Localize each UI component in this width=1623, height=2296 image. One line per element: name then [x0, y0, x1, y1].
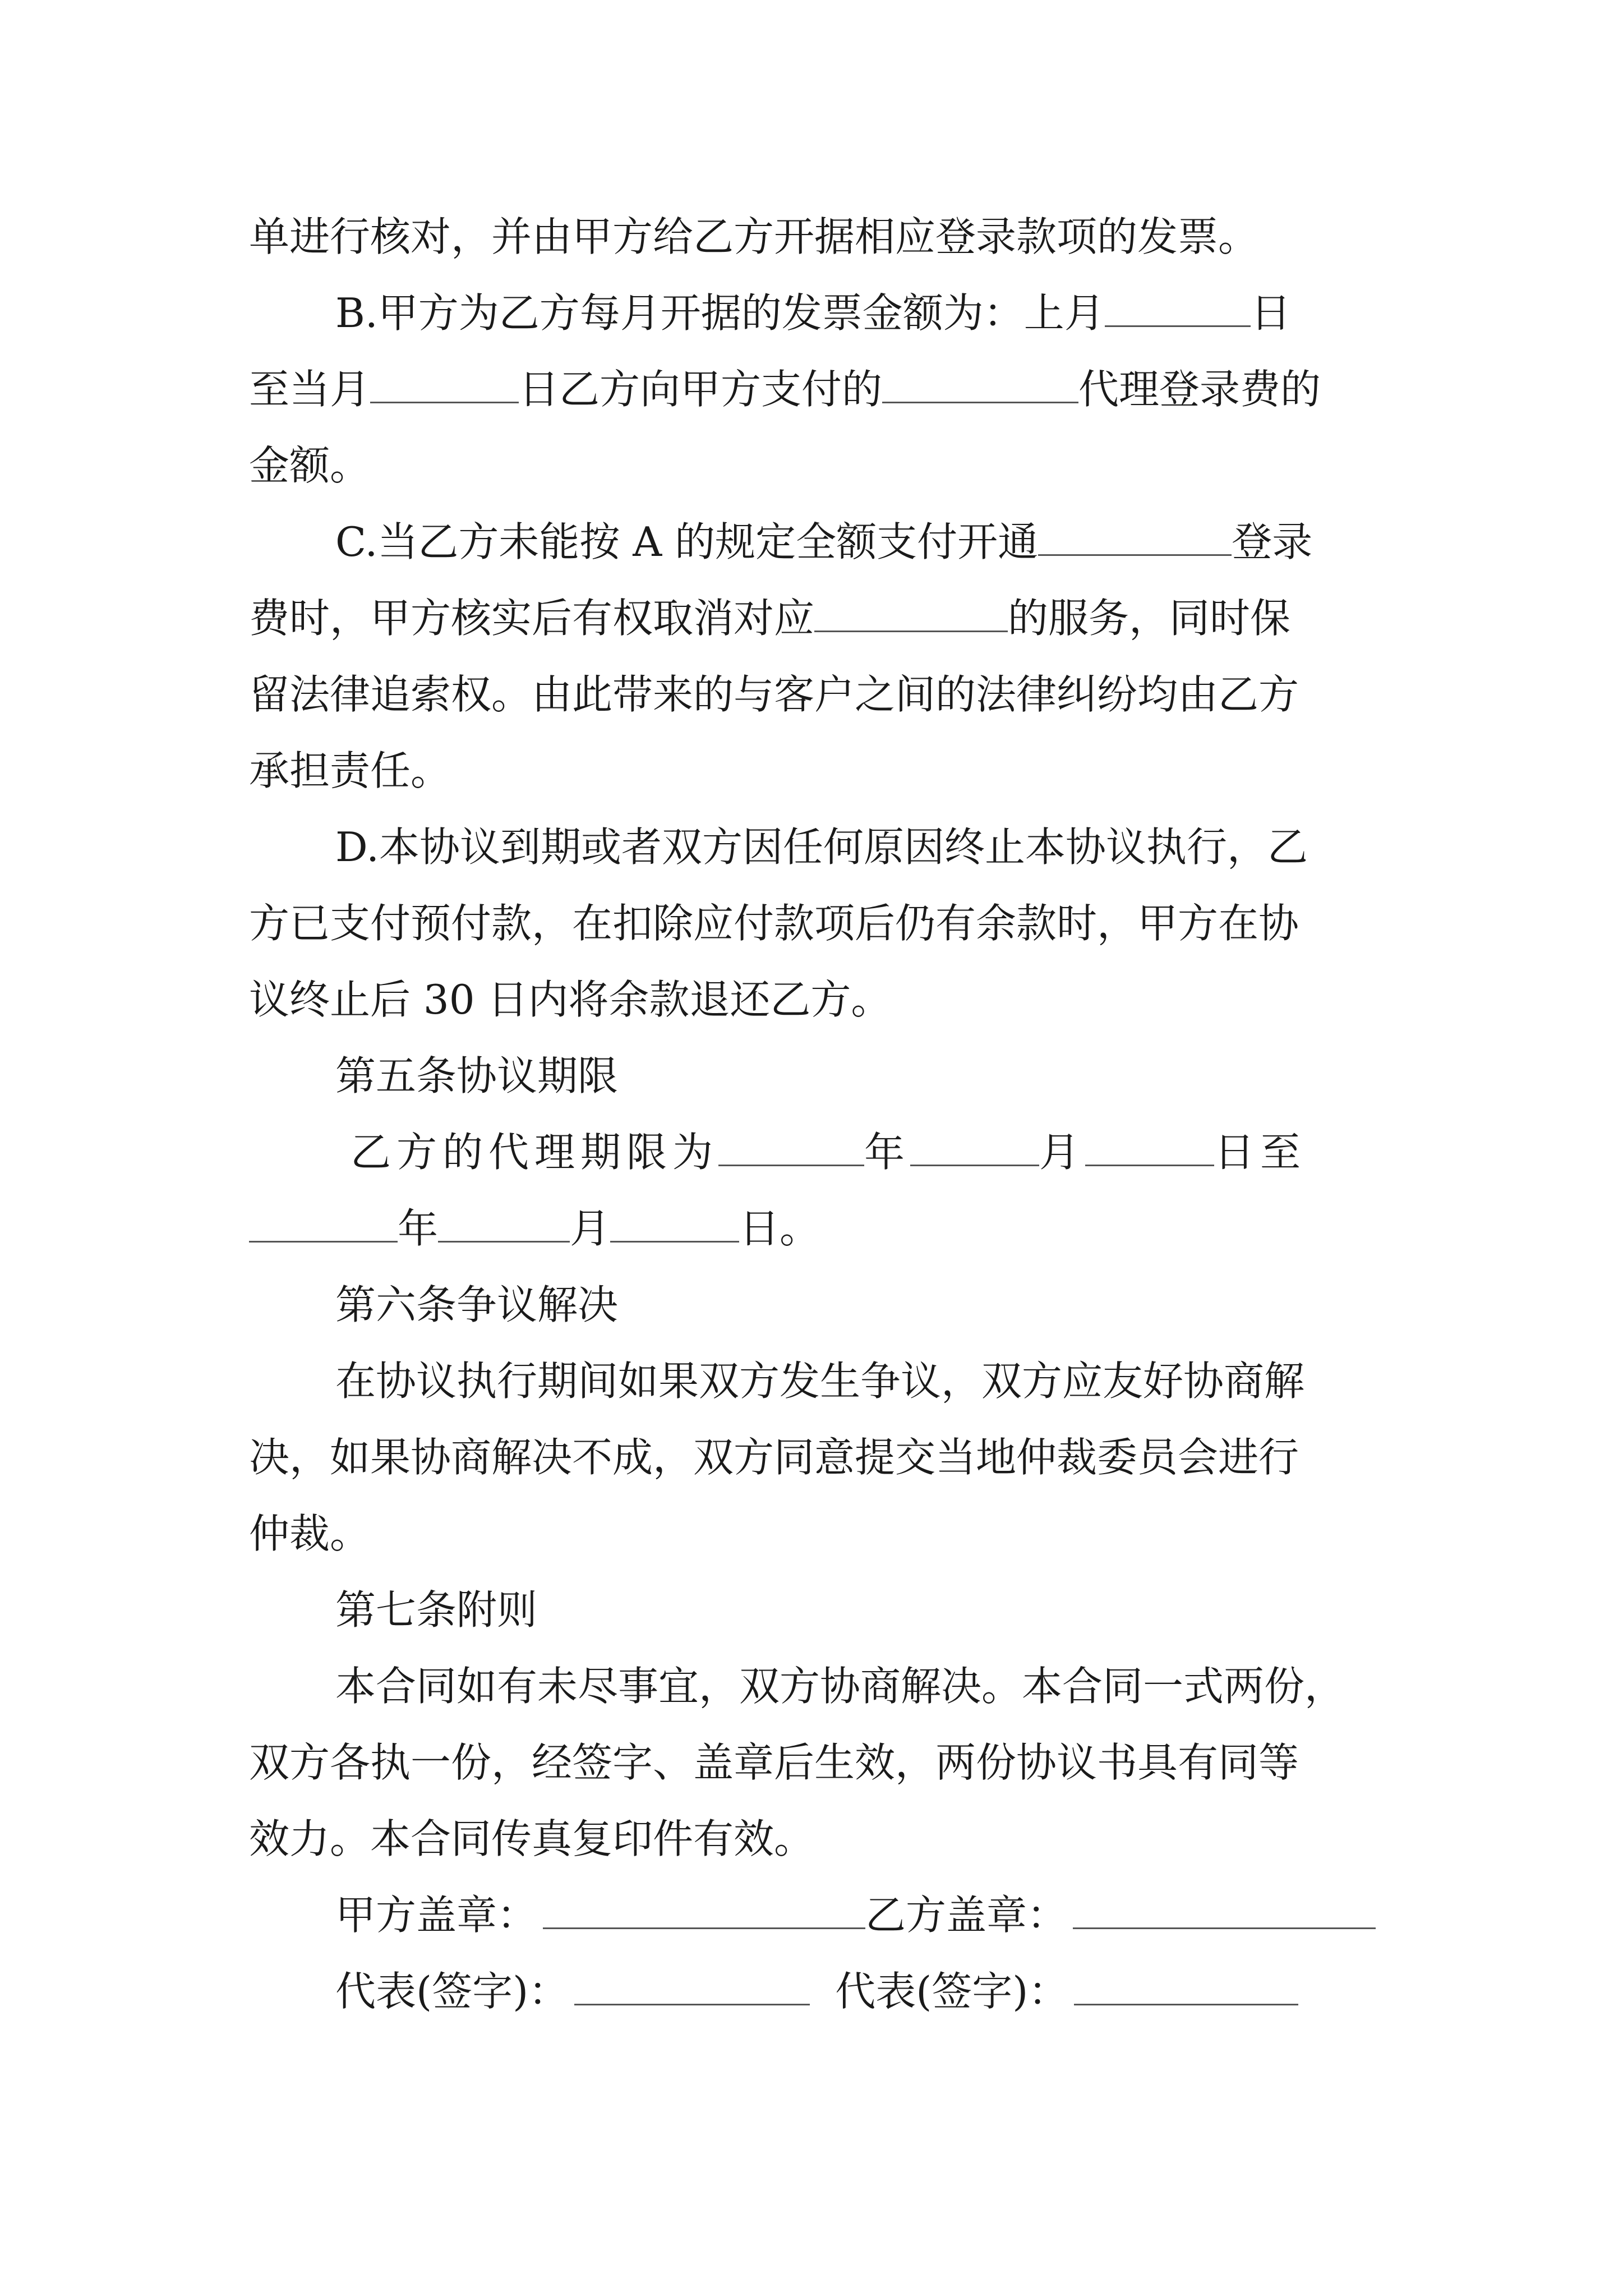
- signature-seal-row: [335, 1887, 1376, 1943]
- article-6-line-2: 决，如果协商解决不成，双方同意提交当地仲裁委员会进行: [249, 1434, 1299, 1481]
- party-a-seal-label: 甲方盖章：: [335, 1892, 538, 1939]
- article-7-line-2: 双方各执一份，经签字、盖章后生效，两份协议书具有同等: [249, 1739, 1299, 1786]
- fill-blank: [1085, 1131, 1214, 1166]
- fill-blank: [1038, 521, 1232, 556]
- party-a-seal-blank: [543, 1894, 865, 1929]
- party-a-rep-blank: [574, 1970, 810, 2005]
- clause-d-line-2: 方已支付预付款，在扣除应付款项后仍有余款时，甲方在协: [249, 900, 1299, 947]
- article-5-line-2: 年 月 日。: [249, 1200, 820, 1257]
- fill-blank: [438, 1207, 570, 1243]
- party-b-seal-label: 乙方盖章：: [865, 1892, 1068, 1939]
- party-b-rep-blank: [1074, 1970, 1298, 2005]
- clause-d-line-1: D.本协议到期或者双方因任何原因终止本协议执行，乙: [335, 823, 1308, 871]
- article-5-title: 第五条协议期限: [335, 1052, 619, 1099]
- fill-blank: [910, 1131, 1039, 1166]
- clause-c-line-2: 费时，甲方核实后有权取消对应 的服务，同时保: [249, 595, 1291, 642]
- fill-blank: [882, 368, 1078, 403]
- clause-c-line-3: 留法律追索权。由此带来的与客户之间的法律纠纷均由乙方: [249, 671, 1299, 718]
- fill-blank: [610, 1207, 739, 1243]
- article-6-line-1: 在协议执行期间如果双方发生争议，双方应友好协商解: [335, 1358, 1305, 1405]
- article-7-title: 第七条附则: [335, 1586, 538, 1634]
- article-7-line-3: 效力。本合同传真复印件有效。: [249, 1815, 815, 1862]
- clause-b-line-1: B.甲方为乙方每月开据的发票金额为：上月 日: [335, 289, 1291, 337]
- clause-b-line-3: 金额。: [249, 442, 371, 489]
- fill-blank: [370, 368, 519, 403]
- party-a-rep-label: 代表(签字)：: [335, 1968, 569, 2015]
- clause-c-line-1: C.当乙方未能按 A 的规定全额支付开通 登录: [335, 518, 1313, 565]
- article-7-line-1: 本合同如有未尽事宜，双方协商解决。本合同一式两份，: [335, 1663, 1345, 1710]
- paragraph-line: 单进行核对，并由甲方给乙方开据相应登录款项的发票。: [249, 213, 1259, 260]
- party-b-seal-blank: [1073, 1894, 1376, 1929]
- clause-d-line-3: 议终止后 30 日内将余款退还乙方。: [249, 976, 892, 1023]
- clause-b-line-2: 至当月 日乙方向甲方支付的 代理登录费的: [249, 366, 1321, 413]
- party-b-rep-label: 代表(签字)：: [835, 1968, 1069, 2015]
- fill-blank: [718, 1131, 864, 1166]
- article-6-line-3: 仲裁。: [249, 1510, 371, 1557]
- fill-blank: [249, 1207, 398, 1243]
- article-6-title: 第六条争议解决: [335, 1281, 619, 1328]
- fill-blank: [1105, 292, 1251, 327]
- signature-rep-row: [335, 1963, 1298, 2019]
- article-5-line-1: 乙方的代理期限为 年 月 日至: [351, 1129, 1307, 1176]
- fill-blank: [814, 597, 1008, 632]
- clause-c-line-4: 承担责任。: [249, 747, 451, 794]
